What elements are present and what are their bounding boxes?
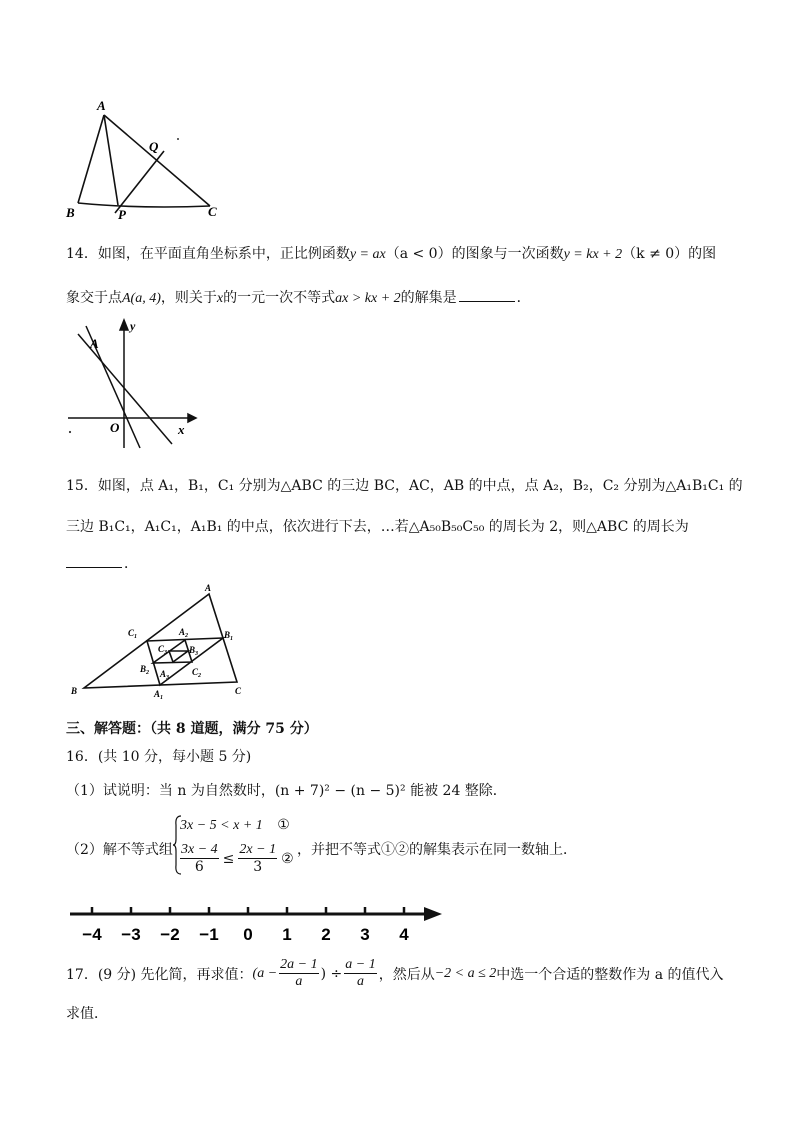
label-o: O [110, 420, 120, 435]
speck [69, 431, 71, 433]
q14-line1 [66, 243, 716, 263]
q17-fraction-2 [344, 957, 376, 990]
q14-text: 14．如图，在平面直角坐标系中，正比例函数 [66, 246, 350, 262]
label-y: y [130, 319, 136, 333]
q15-period: ． [124, 556, 138, 572]
q14-function-2: y = kx + 2 [563, 247, 623, 262]
y-axis-arrow [120, 320, 128, 330]
fraction-left-numerator: 3x − 4 [181, 842, 218, 857]
figure-coordinate-lines [60, 318, 200, 458]
q16-part1: （1）试说明：当 n 为自然数时，(n + 7)² − (n − 5)² 能被 24 整除． [66, 783, 507, 799]
q17-expression-close: ) ÷ [320, 965, 343, 982]
q14-variable: x [216, 291, 224, 306]
q14-period: ． [516, 290, 531, 306]
speck [177, 138, 179, 140]
q14-line2 [66, 287, 531, 307]
label-b: B [66, 205, 75, 220]
section-heading: 三、解答题：（共 8 道题，满分 75 分） [66, 721, 318, 737]
q15-line1: 15．如图，点 A₁，B₁，C₁ 分别为△ABC 的三边 BC，AC，AB 的中点，点 A₂，B₂，C₂ 分别为△A₁B₁C₁ 的 [66, 478, 743, 494]
number-line [66, 898, 446, 950]
label-c3: $C_3$ [158, 644, 168, 656]
q14-text: ，则关于 [160, 290, 217, 306]
label-a: A [90, 336, 99, 351]
number-line-label: −3 [121, 925, 141, 944]
answer-blank[interactable] [459, 289, 515, 302]
q14-text-mid: 的图象与一次函数 [451, 246, 564, 262]
fraction-right-denominator: 3 [253, 859, 263, 875]
number-line-label: 0 [243, 925, 253, 944]
q17-fraction-1-numerator: 2a − 1 [280, 957, 318, 972]
number-line-labels [82, 925, 409, 944]
label-a2: $A_2$ [179, 627, 189, 639]
q14-condition-2: （k ≠ 0） [622, 246, 689, 262]
label-c1: $C_1$ [128, 628, 138, 640]
label-b2: $B_2$ [140, 664, 150, 676]
q14-text: 的一元一次不等式 [223, 290, 336, 306]
inequality-1 [180, 817, 290, 834]
q17-line1 [66, 957, 724, 990]
q16-part2-prefix: （2）解不等式组 [66, 842, 173, 858]
number-line-label: −1 [199, 925, 219, 944]
label-p: P [118, 207, 126, 222]
q14-point: A(a, 4) [122, 291, 161, 306]
label-b3: $B_3$ [189, 645, 199, 657]
label-x: x [178, 422, 185, 437]
q17-range: −2 < a ≤ 2 [434, 965, 497, 981]
q15-line2: 三边 B₁C₁，A₁C₁，A₁B₁ 的中点，依次进行下去，…若△A₅₀B₅₀C₅₀ 的周长为 2，则△ABC 的周长为 [66, 519, 689, 535]
number-line-label: −4 [82, 925, 102, 944]
label-q: Q [149, 139, 159, 154]
q15-line3 [66, 553, 138, 573]
fraction-left-denominator: 6 [194, 859, 204, 875]
triangle-a3b3c3 [169, 651, 188, 662]
label-c: C [208, 204, 217, 219]
label-b1: $B_1$ [224, 630, 234, 642]
q16-part2-suffix: ，并把不等式①②的解集表示在同一数轴上． [297, 842, 577, 858]
number-line-label: 1 [282, 925, 292, 944]
q17-fraction-1-denominator: a [295, 974, 303, 989]
inequality-2-mark: ② [281, 850, 294, 867]
segment-ap [104, 115, 118, 205]
q14-text: 象交于点 [66, 290, 122, 306]
label-a: A [97, 98, 106, 113]
label-a1: $A_1$ [154, 689, 164, 700]
inequality-1-mark: ① [277, 817, 290, 833]
segment-bc [78, 203, 210, 207]
fraction-right-numerator: 2x − 1 [239, 842, 277, 857]
inequality-2 [180, 842, 294, 875]
answer-blank[interactable] [66, 555, 122, 568]
q14-text-end: 的图 [688, 246, 717, 262]
number-line-label: 3 [360, 925, 370, 944]
q17-text: ，然后从 [378, 966, 435, 983]
label-a3: $A_3$ [160, 669, 170, 681]
q14-function-1: y = ax [349, 247, 386, 262]
q17-text: 17．(9 分) 先化简，再求值： [66, 966, 253, 983]
q14-condition-1: （a < 0） [385, 246, 452, 262]
number-line-arrow [424, 907, 442, 921]
segment-pq [115, 151, 164, 213]
fraction-left [180, 842, 219, 875]
q17-line2: 求值． [66, 1006, 108, 1022]
q17-fraction-2-numerator: a − 1 [345, 957, 376, 972]
inequality-2-operator: ≤ [222, 850, 235, 867]
q14-inequality: ax > kx + 2 [335, 291, 401, 306]
q14-text: 的解集是 [400, 290, 457, 306]
number-line-label: 2 [321, 925, 331, 944]
figure-triangle-pq [60, 95, 230, 225]
label-b: B [71, 686, 78, 696]
inequality-1-expression: 3x − 5 < x + 1 [180, 818, 263, 833]
x-axis-arrow [188, 414, 196, 422]
number-line-label: 4 [399, 925, 409, 944]
label-a: A [205, 583, 212, 593]
number-line-label: −2 [160, 925, 180, 944]
q17-expression-open: (a − [252, 965, 278, 981]
q16-header: 16．(共 10 分，每小题 5 分) [66, 749, 252, 765]
label-c2: $C_2$ [192, 667, 202, 679]
fraction-right [238, 842, 277, 875]
label-c: C [235, 686, 242, 696]
q17-text: 中选一个合适的整数作为 a 的值代入 [496, 966, 724, 983]
figure-nested-triangles [66, 580, 256, 700]
q17-fraction-2-denominator: a [356, 974, 364, 989]
segment-ab [78, 115, 104, 203]
q17-fraction-1 [279, 957, 318, 990]
